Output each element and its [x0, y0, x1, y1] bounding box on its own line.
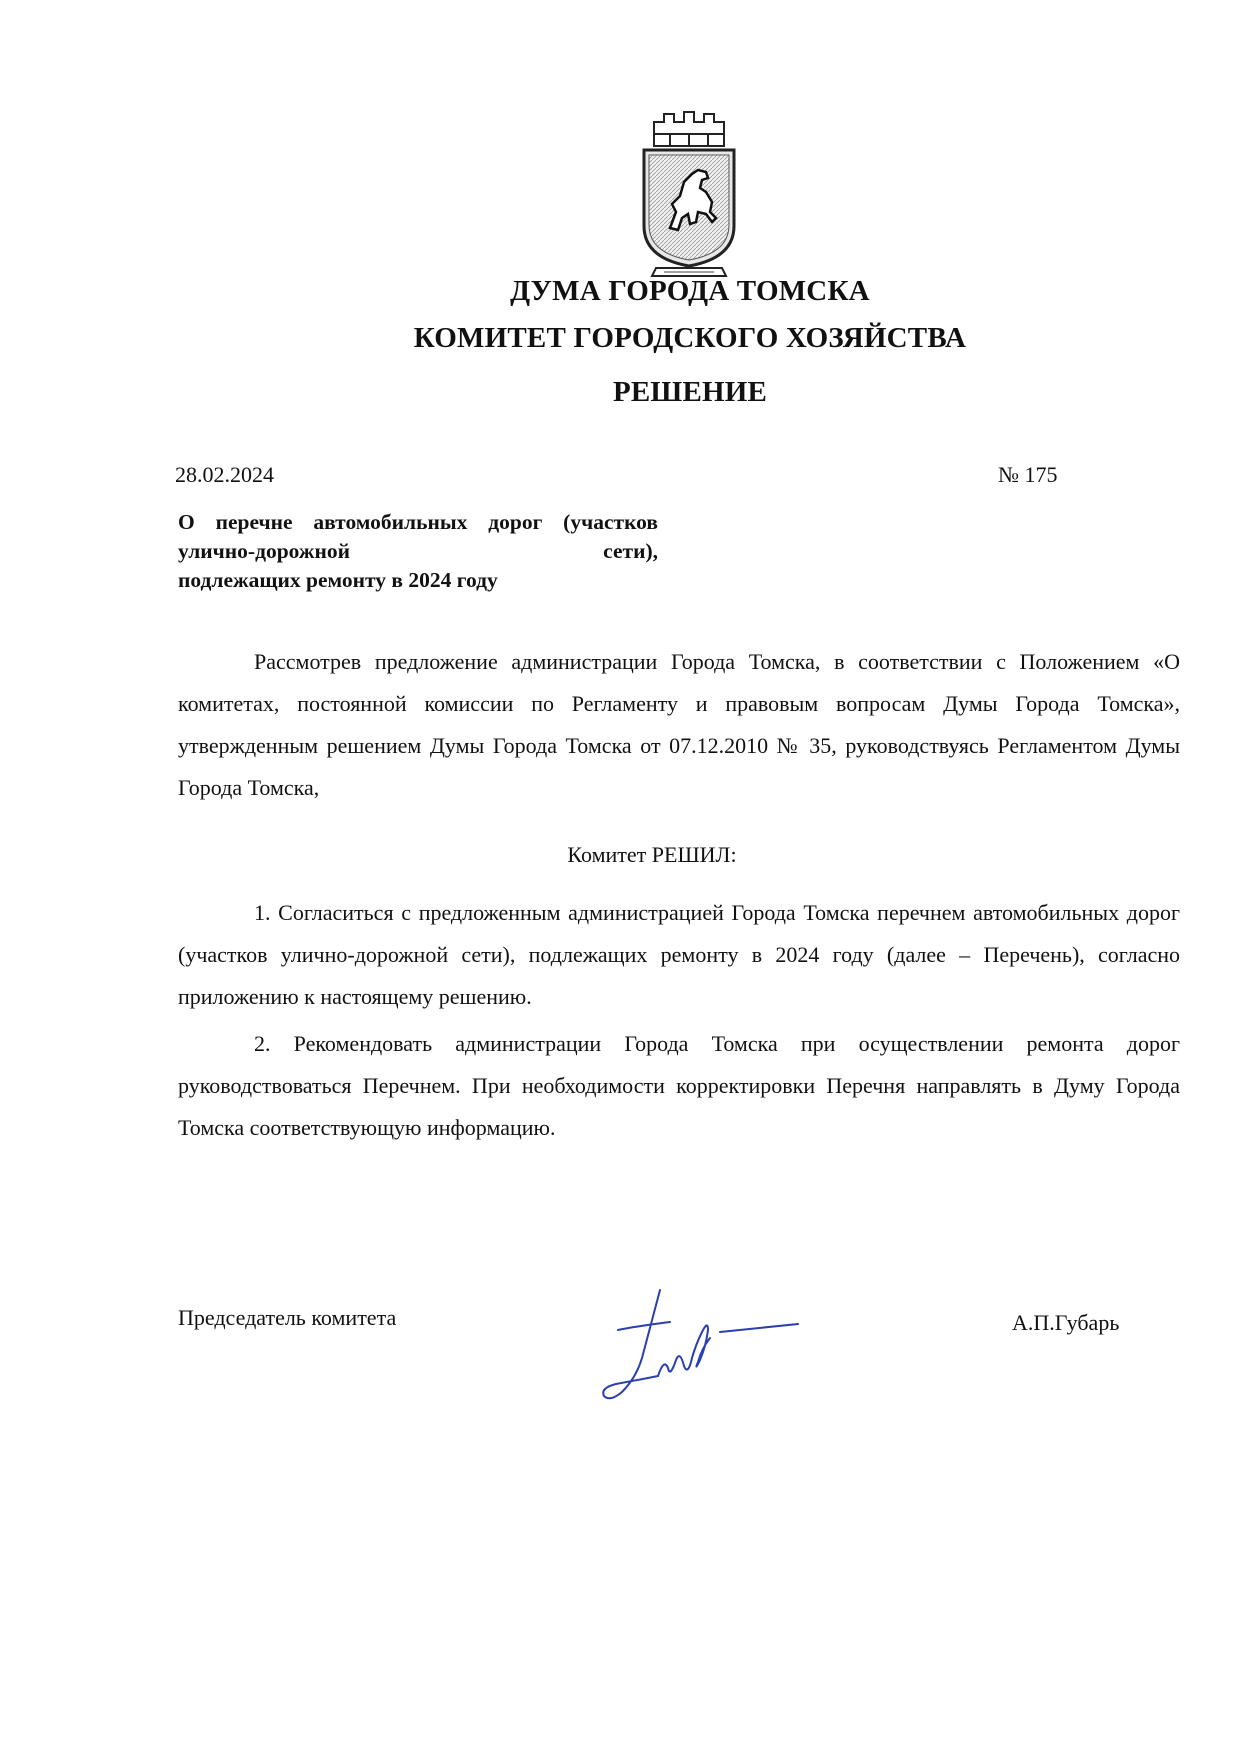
document-subject — [178, 508, 658, 595]
preamble-paragraph: Рассмотрев предложение администрации Города Томска, в соответствии с Положением «О комитетах, постоянной комиссии по Регламенту и правовым вопросам Думы Города Томска», утвержденным решением Думы Города Томска от 07.12.2010 № 35, руководствуясь Регламентом Думы Города Томска, — [178, 649, 1180, 800]
signatory-name: А.П.Губарь — [1012, 1310, 1120, 1335]
decision-item-2: 2. Рекомендовать администрации Города Томска при осуществлении ремонта дорог руководствоваться Перечнем. При необходимости корректировки Перечня направлять в Думу Города Томска соответствующую информацию. — [178, 1031, 1180, 1140]
handwritten-signature — [598, 1288, 818, 1408]
coat-of-arms-icon — [640, 108, 738, 282]
signatory-title: Председатель комитета — [178, 1305, 397, 1330]
subject-line-1: О перечне автомобильных дорог (участков улично-дорожной сети), — [178, 510, 658, 563]
org-title: ДУМА ГОРОДА ТОМСКА — [510, 275, 870, 307]
decision-item-1: 1. Согласиться с предложенным администрацией Города Томска перечнем автомобильных дорог (участков улично-дорожной сети), подлежащих ремонту в 2024 году (далее – Перечень), согласно приложению к настоящему решению. — [178, 900, 1180, 1009]
document-type: РЕШЕНИЕ — [612, 376, 768, 408]
document-number: № 175 — [998, 462, 1058, 487]
document-date: 28.02.2024 — [175, 462, 274, 487]
committee-title: КОМИТЕТ ГОРОДСКОГО ХОЗЯЙСТВА — [413, 322, 967, 354]
decision-heading: Комитет РЕШИЛ: — [567, 842, 737, 867]
subject-line-2: подлежащих ремонту в 2024 году — [178, 568, 498, 592]
